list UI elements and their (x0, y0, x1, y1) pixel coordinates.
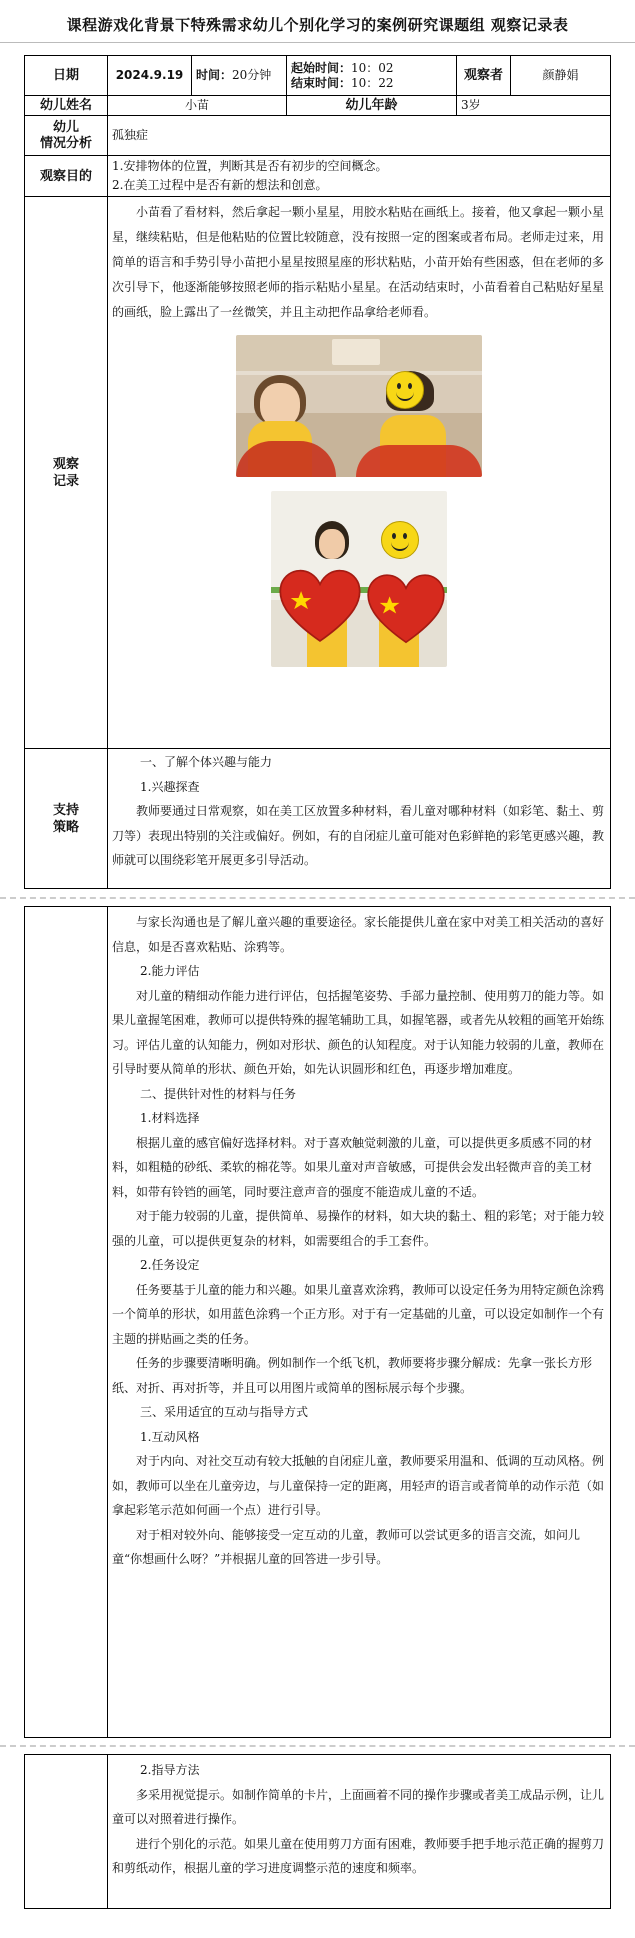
end-value: 10：22 (351, 75, 394, 90)
photo-children-with-hearts (271, 491, 447, 667)
child-age-value: 3岁 (457, 96, 611, 116)
strategy-heading: 2.能力评估 (140, 964, 200, 978)
child-age-label: 幼儿年龄 (287, 96, 457, 116)
strategy-paragraph: 与家长沟通也是了解儿童兴趣的重要途径。家长能提供儿童在家中对美工相关活动的喜好信息，如是否喜欢粘贴、涂鸦等。 (112, 915, 605, 954)
strategy-label-blank (25, 907, 108, 1738)
end-label: 结束时间： (291, 75, 352, 90)
duration-cell (192, 56, 287, 96)
observer-value: 颜静娟 (511, 56, 611, 96)
record-row (25, 197, 611, 749)
start-label: 起始时间： (291, 60, 352, 75)
date-label: 日期 (25, 56, 108, 96)
strategy-row-part3 (25, 1755, 611, 1909)
heart-artwork-right (365, 569, 447, 645)
strategy-heading: 1.材料选择 (140, 1111, 200, 1125)
strategy-heading: 1.互动风格 (140, 1429, 200, 1444)
smiley-face-icon (386, 371, 424, 409)
strategy-paragraph: 任务的步骤要清晰明确。例如制作一个纸飞机，教师要将步骤分解成：先拿一张长方形纸、对折、再对折等，并且可以用图片或简单的图标展示每个步骤。 (112, 1356, 593, 1395)
strategy-paragraph: 根据儿童的感官偏好选择材料。对于喜欢触觉刺激的儿童，可以提供更多质感不同的材料，如粗糙的砂纸、柔软的棉花等。如果儿童对声音敏感，可提供会发出轻微声音的美工材料，如带有铃铛的画笔，同时要注意声音的强度不能造成儿童的不适。 (112, 1135, 593, 1199)
strategy-table-part3 (24, 1754, 611, 1909)
record-content (108, 197, 611, 749)
strategy-content-part1 (108, 749, 611, 889)
date-row (25, 56, 611, 96)
photo-children-crafting (236, 335, 482, 477)
strategy-paragraph: 对于相对较外向、能够接受一定互动的儿童，教师可以尝试更多的语言交流，如问儿童“你想画什么呀？”并根据儿童的回答进一步引导。 (112, 1527, 581, 1566)
strategy-content-part3 (108, 1755, 611, 1909)
purpose-list (108, 156, 611, 197)
strategy-paragraph: 进行个别化的示范。如果儿童在使用剪刀方面有困难，教师要手把手地示范正确的握剪刀和剪纸动作，根据儿童的学习进度调整示范的速度和频率。 (112, 1836, 605, 1875)
purpose-label: 观察目的 (25, 156, 108, 197)
situation-row (25, 116, 611, 156)
strategy-heading: 1.兴趣探查 (140, 779, 200, 794)
record-label: 观察 记录 (25, 197, 108, 749)
observer-label: 观察者 (457, 56, 511, 96)
page-break (0, 897, 635, 899)
strategy-paragraph: 对于能力较弱的儿童，提供简单、易操作的材料，如大块的黏土、粗的彩笔；对于能力较强的儿童，可以提供更复杂的材料，如需要组合的手工套件。 (112, 1209, 605, 1248)
strategy-paragraph: 对于内向、对社交互动有较大抵触的自闭症儿童，教师要采用温和、低调的互动风格。例如，教师可以坐在儿童旁边，与儿童保持一定的距离，用轻声的语言或者简单的动作示范（如拿起彩笔示范如何画一个点）进行引导。 (112, 1454, 605, 1517)
strategy-paragraph: 对儿童的精细动作能力进行评估，包括握笔姿势、手部力量控制、使用剪刀的能力等。如果儿童握笔困难，教师可以提供特殊的握笔辅助工具，如握笔器，或者先从较粗的画笔开始练习。评估儿童的认知能力，例如对形状、颜色的认知程度。对于认知能力较弱的儿童，教师在引导时要从简单的形状、颜色开始，如先认识圆形和红色，再逐步增加难度。 (112, 988, 605, 1076)
strategy-row-part1 (25, 749, 611, 889)
strategy-heading: 2.任务设定 (140, 1258, 200, 1272)
child-name-row (25, 96, 611, 116)
record-text: 小苗看了看材料，然后拿起一颗小星星，用胶水粘贴在画纸上。接着，他又拿起一颗小星星，继续粘贴，但是他粘贴的位置比较随意，没有按照一定的图案或者布局。老师走过来，用简单的语言和手势引导小苗把小星星按照星座的形状粘贴，小苗开始有些困惑，但在老师的多次引导下，他逐渐能够按照老师的指示粘贴小星星。在活动结束时，小苗看着自己粘贴好星星的画纸，脸上露出了一丝微笑，并且主动把作品拿给老师看。 (112, 205, 605, 319)
situation-label: 幼儿 情况分析 (25, 116, 108, 156)
situation-value: 孤独症 (108, 116, 611, 156)
document-title: 课程游戏化背景下特殊需求幼儿个别化学习的案例研究课题组 观察记录表 (66, 16, 569, 34)
duration-label: 时间： (196, 68, 233, 82)
strategy-content-part2 (108, 907, 611, 1738)
strategy-heading: 一、了解个体兴趣与能力 (140, 755, 273, 769)
observation-table (24, 55, 611, 889)
duration-value: 20分钟 (232, 68, 272, 82)
strategy-paragraph: 任务要基于儿童的能力和兴趣。如果儿童喜欢涂鸦，教师可以设定任务为用特定颜色涂鸦一个简单的形状，如用蓝色涂鸦一个正方形。对于有一定基础的儿童，可以设定如制作一个有主题的拼贴画之类的任务。 (112, 1282, 605, 1346)
strategy-label: 支持 策略 (25, 749, 108, 889)
strategy-row-part2 (25, 907, 611, 1738)
strategy-label-blank (25, 1755, 108, 1909)
strategy-paragraph: 多采用视觉提示。如制作简单的卡片，上面画着不同的操作步骤或者美工成品示例，让儿童可以对照着进行操作。 (112, 1787, 605, 1826)
strategy-heading: 三、采用适宜的互动与指导方式 (140, 1405, 309, 1419)
purpose-item: 2.在美工过程中是否有新的想法和创意。 (112, 178, 328, 192)
time-range-cell (287, 56, 457, 96)
strategy-heading: 二、提供针对性的材料与任务 (140, 1086, 297, 1101)
title-rule (0, 42, 635, 43)
strategy-table-part2 (24, 906, 611, 1738)
strategy-paragraph: 教师要通过日常观察，如在美工区放置多种材料，看儿童对哪种材料（如彩笔、黏土、剪刀等）表现出特别的关注或偏好。例如，有的自闭症儿童可能对色彩鲜艳的彩笔更感兴趣，教师就可以围绕彩笔开展更多引导活动。 (112, 804, 605, 867)
smiley-face-icon (381, 521, 419, 559)
heart-artwork-left (277, 565, 363, 643)
page-break (0, 1745, 635, 1747)
date-value: 2024.9.19 (108, 56, 192, 96)
purpose-row (25, 156, 611, 197)
child-name-value: 小苗 (108, 96, 287, 116)
purpose-item: 1.安排物体的位置，判断其是否有初步的空间概念。 (112, 159, 388, 173)
strategy-heading: 2.指导方法 (140, 1763, 200, 1777)
child-name-label: 幼儿姓名 (25, 96, 108, 116)
start-value: 10：02 (351, 60, 394, 75)
